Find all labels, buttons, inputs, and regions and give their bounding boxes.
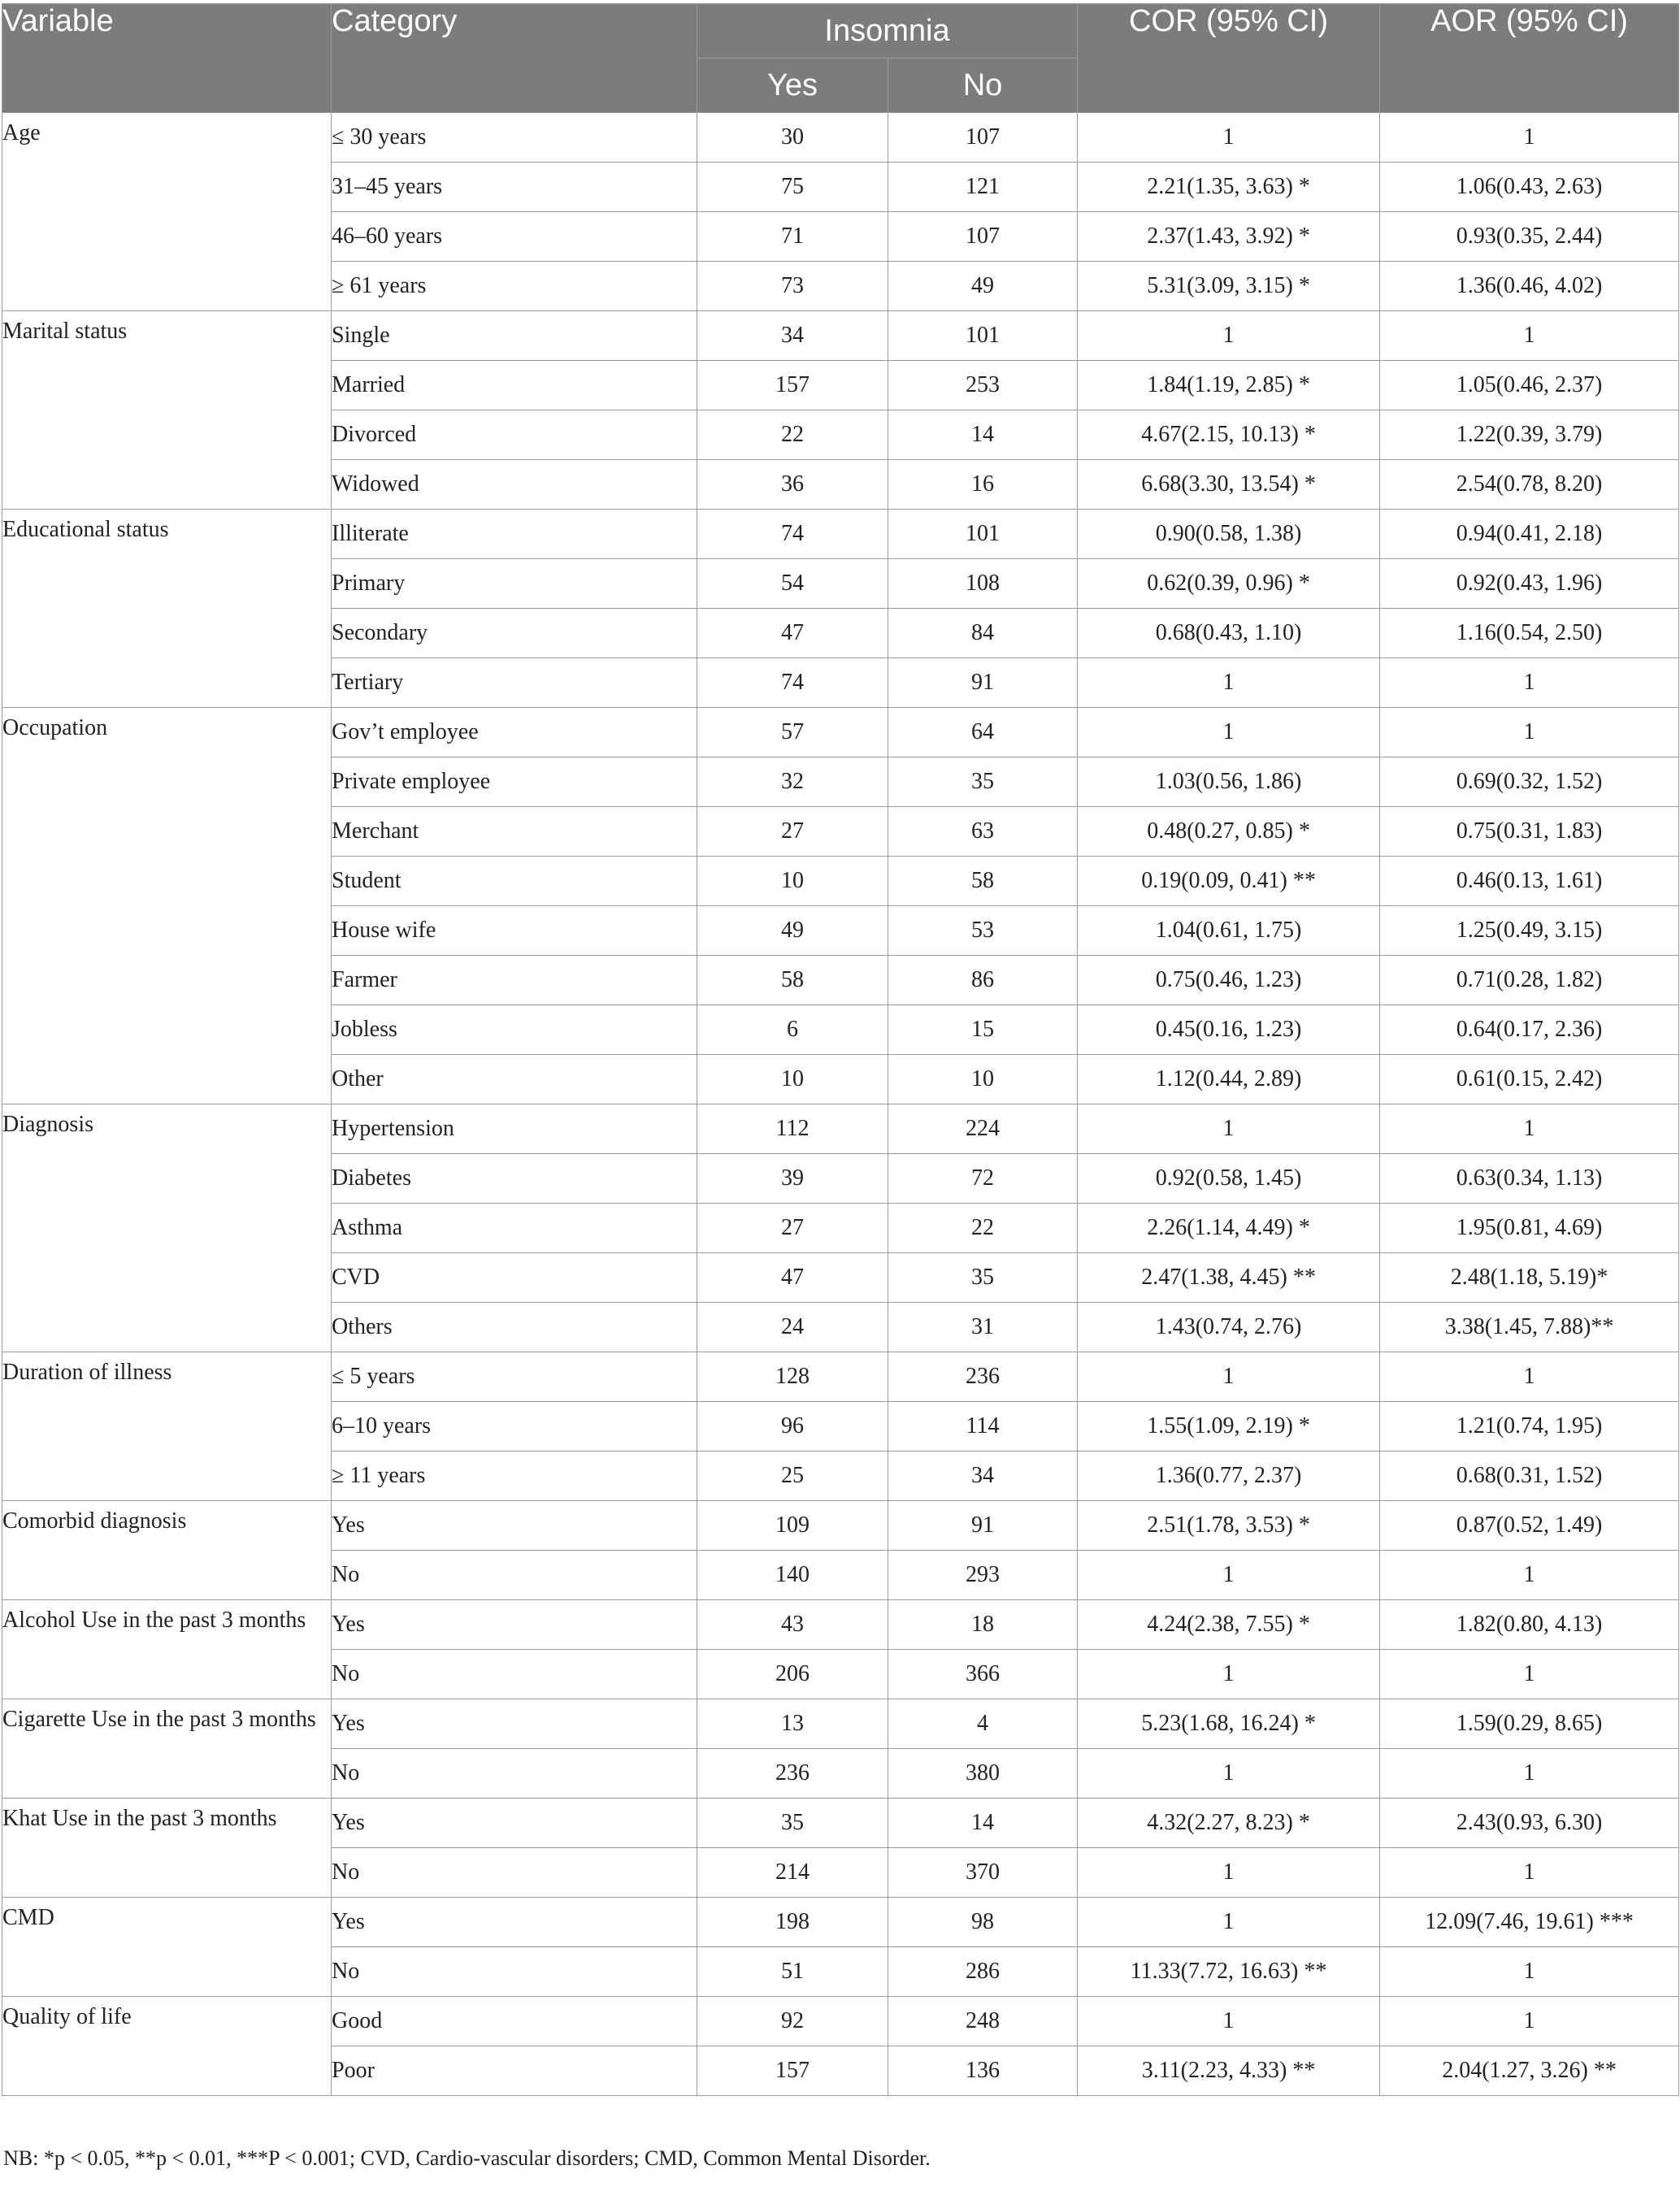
category-cell: Hypertension xyxy=(332,1104,697,1154)
aor-cell: 1.25(0.49, 3.15) xyxy=(1380,906,1679,956)
category-cell: Divorced xyxy=(332,410,697,460)
category-cell: Widowed xyxy=(332,460,697,510)
aor-cell: 1 xyxy=(1380,113,1679,163)
category-cell: Student xyxy=(332,857,697,906)
variable-cell: Marital status xyxy=(2,311,332,510)
yes-count-cell: 109 xyxy=(697,1501,888,1551)
category-cell: ≥ 61 years xyxy=(332,262,697,311)
no-count-cell: 14 xyxy=(888,1799,1078,1848)
no-count-cell: 248 xyxy=(888,1997,1078,2046)
no-count-cell: 236 xyxy=(888,1352,1078,1402)
aor-cell: 1 xyxy=(1380,1997,1679,2046)
category-cell: Yes xyxy=(332,1600,697,1650)
cor-cell: 1 xyxy=(1078,1749,1380,1799)
no-count-cell: 34 xyxy=(888,1451,1078,1501)
category-cell: Private employee xyxy=(332,757,697,807)
variable-cell: Occupation xyxy=(2,708,332,1104)
aor-cell: 2.43(0.93, 6.30) xyxy=(1380,1799,1679,1848)
no-count-cell: 14 xyxy=(888,410,1078,460)
aor-cell: 3.38(1.45, 7.88)** xyxy=(1380,1303,1679,1352)
yes-count-cell: 10 xyxy=(697,1055,888,1104)
no-count-cell: 253 xyxy=(888,361,1078,410)
yes-count-cell: 74 xyxy=(697,658,888,708)
cor-cell: 6.68(3.30, 13.54) * xyxy=(1078,460,1380,510)
no-count-cell: 114 xyxy=(888,1402,1078,1451)
yes-count-cell: 10 xyxy=(697,857,888,906)
category-cell: Married xyxy=(332,361,697,410)
cor-cell: 0.68(0.43, 1.10) xyxy=(1078,609,1380,658)
variable-cell: CMD xyxy=(2,1898,332,1997)
yes-count-cell: 206 xyxy=(697,1650,888,1699)
header-aor: AOR (95% CI) xyxy=(1380,4,1679,113)
no-count-cell: 293 xyxy=(888,1551,1078,1600)
category-cell: Yes xyxy=(332,1501,697,1551)
table-row xyxy=(2,1104,1679,1154)
table-row xyxy=(2,1997,1679,2046)
cor-cell: 1 xyxy=(1078,1997,1380,2046)
category-cell: No xyxy=(332,1749,697,1799)
cor-cell: 0.75(0.46, 1.23) xyxy=(1078,956,1380,1005)
cor-cell: 1.04(0.61, 1.75) xyxy=(1078,906,1380,956)
aor-cell: 0.63(0.34, 1.13) xyxy=(1380,1154,1679,1204)
category-cell: Single xyxy=(332,311,697,361)
cor-cell: 0.45(0.16, 1.23) xyxy=(1078,1005,1380,1055)
category-cell: 46–60 years xyxy=(332,212,697,262)
cor-cell: 2.51(1.78, 3.53) * xyxy=(1078,1501,1380,1551)
no-count-cell: 18 xyxy=(888,1600,1078,1650)
category-cell: Other xyxy=(332,1055,697,1104)
aor-cell: 1 xyxy=(1380,311,1679,361)
cor-cell: 3.11(2.23, 4.33) ** xyxy=(1078,2046,1380,2096)
no-count-cell: 86 xyxy=(888,956,1078,1005)
aor-cell: 1 xyxy=(1380,658,1679,708)
no-count-cell: 15 xyxy=(888,1005,1078,1055)
variable-cell: Alcohol Use in the past 3 months xyxy=(2,1600,332,1699)
category-cell: Yes xyxy=(332,1699,697,1749)
header-category: Category xyxy=(332,4,697,113)
table-row xyxy=(2,311,1679,361)
yes-count-cell: 198 xyxy=(697,1898,888,1947)
no-count-cell: 121 xyxy=(888,163,1078,212)
cor-cell: 5.31(3.09, 3.15) * xyxy=(1078,262,1380,311)
no-count-cell: 224 xyxy=(888,1104,1078,1154)
yes-count-cell: 236 xyxy=(697,1749,888,1799)
cor-cell: 1 xyxy=(1078,1650,1380,1699)
cor-cell: 2.47(1.38, 4.45) ** xyxy=(1078,1253,1380,1303)
yes-count-cell: 57 xyxy=(697,708,888,757)
cor-cell: 5.23(1.68, 16.24) * xyxy=(1078,1699,1380,1749)
yes-count-cell: 157 xyxy=(697,361,888,410)
aor-cell: 1.82(0.80, 4.13) xyxy=(1380,1600,1679,1650)
aor-cell: 2.04(1.27, 3.26) ** xyxy=(1380,2046,1679,2096)
category-cell: No xyxy=(332,1947,697,1997)
aor-cell: 0.46(0.13, 1.61) xyxy=(1380,857,1679,906)
category-cell: Merchant xyxy=(332,807,697,857)
no-count-cell: 35 xyxy=(888,757,1078,807)
no-count-cell: 53 xyxy=(888,906,1078,956)
yes-count-cell: 157 xyxy=(697,2046,888,2096)
yes-count-cell: 22 xyxy=(697,410,888,460)
yes-count-cell: 47 xyxy=(697,1253,888,1303)
yes-count-cell: 92 xyxy=(697,1997,888,2046)
no-count-cell: 63 xyxy=(888,807,1078,857)
no-count-cell: 72 xyxy=(888,1154,1078,1204)
aor-cell: 1 xyxy=(1380,1650,1679,1699)
yes-count-cell: 58 xyxy=(697,956,888,1005)
category-cell: Secondary xyxy=(332,609,697,658)
aor-cell: 0.69(0.32, 1.52) xyxy=(1380,757,1679,807)
no-count-cell: 22 xyxy=(888,1204,1078,1253)
aor-cell: 0.93(0.35, 2.44) xyxy=(1380,212,1679,262)
yes-count-cell: 112 xyxy=(697,1104,888,1154)
no-count-cell: 31 xyxy=(888,1303,1078,1352)
category-cell: Others xyxy=(332,1303,697,1352)
aor-cell: 1.05(0.46, 2.37) xyxy=(1380,361,1679,410)
yes-count-cell: 32 xyxy=(697,757,888,807)
cor-cell: 1 xyxy=(1078,1848,1380,1898)
yes-count-cell: 75 xyxy=(697,163,888,212)
no-count-cell: 366 xyxy=(888,1650,1078,1699)
yes-count-cell: 36 xyxy=(697,460,888,510)
variable-cell: Age xyxy=(2,113,332,311)
table-row xyxy=(2,1501,1679,1551)
category-cell: Gov’t employee xyxy=(332,708,697,757)
yes-count-cell: 128 xyxy=(697,1352,888,1402)
no-count-cell: 10 xyxy=(888,1055,1078,1104)
category-cell: Diabetes xyxy=(332,1154,697,1204)
category-cell: ≤ 5 years xyxy=(332,1352,697,1402)
category-cell: No xyxy=(332,1848,697,1898)
cor-cell: 1 xyxy=(1078,311,1380,361)
yes-count-cell: 39 xyxy=(697,1154,888,1204)
aor-cell: 1 xyxy=(1380,1848,1679,1898)
cor-cell: 11.33(7.72, 16.63) ** xyxy=(1078,1947,1380,1997)
cor-cell: 0.19(0.09, 0.41) ** xyxy=(1078,857,1380,906)
no-count-cell: 380 xyxy=(888,1749,1078,1799)
no-count-cell: 16 xyxy=(888,460,1078,510)
aor-cell: 1 xyxy=(1380,708,1679,757)
header-yes: Yes xyxy=(697,59,888,113)
header-row-1 xyxy=(2,4,1679,59)
aor-cell: 1.95(0.81, 4.69) xyxy=(1380,1204,1679,1253)
yes-count-cell: 74 xyxy=(697,510,888,559)
yes-count-cell: 51 xyxy=(697,1947,888,1997)
table-body xyxy=(2,113,1679,2096)
aor-cell: 1 xyxy=(1380,1104,1679,1154)
yes-count-cell: 13 xyxy=(697,1699,888,1749)
cor-cell: 4.32(2.27, 8.23) * xyxy=(1078,1799,1380,1848)
aor-cell: 1.59(0.29, 8.65) xyxy=(1380,1699,1679,1749)
aor-cell: 1.21(0.74, 1.95) xyxy=(1380,1402,1679,1451)
category-cell: Yes xyxy=(332,1898,697,1947)
yes-count-cell: 73 xyxy=(697,262,888,311)
aor-cell: 0.75(0.31, 1.83) xyxy=(1380,807,1679,857)
category-cell: Jobless xyxy=(332,1005,697,1055)
yes-count-cell: 25 xyxy=(697,1451,888,1501)
odds-ratio-table xyxy=(2,3,1679,2096)
category-cell: Primary xyxy=(332,559,697,609)
yes-count-cell: 27 xyxy=(697,1204,888,1253)
no-count-cell: 4 xyxy=(888,1699,1078,1749)
variable-cell: Diagnosis xyxy=(2,1104,332,1352)
aor-cell: 2.48(1.18, 5.19)* xyxy=(1380,1253,1679,1303)
cor-cell: 0.62(0.39, 0.96) * xyxy=(1078,559,1380,609)
category-cell: Good xyxy=(332,1997,697,2046)
cor-cell: 0.90(0.58, 1.38) xyxy=(1078,510,1380,559)
aor-cell: 0.71(0.28, 1.82) xyxy=(1380,956,1679,1005)
category-cell: House wife xyxy=(332,906,697,956)
yes-count-cell: 27 xyxy=(697,807,888,857)
yes-count-cell: 47 xyxy=(697,609,888,658)
no-count-cell: 136 xyxy=(888,2046,1078,2096)
category-cell: Illiterate xyxy=(332,510,697,559)
cor-cell: 1.12(0.44, 2.89) xyxy=(1078,1055,1380,1104)
no-count-cell: 64 xyxy=(888,708,1078,757)
cor-cell: 1 xyxy=(1078,708,1380,757)
cor-cell: 1 xyxy=(1078,1551,1380,1600)
aor-cell: 1 xyxy=(1380,1352,1679,1402)
table-row xyxy=(2,1898,1679,1947)
cor-cell: 2.37(1.43, 3.92) * xyxy=(1078,212,1380,262)
aor-cell: 1 xyxy=(1380,1749,1679,1799)
no-count-cell: 107 xyxy=(888,113,1078,163)
cor-cell: 1 xyxy=(1078,1352,1380,1402)
no-count-cell: 84 xyxy=(888,609,1078,658)
cor-cell: 1 xyxy=(1078,113,1380,163)
no-count-cell: 35 xyxy=(888,1253,1078,1303)
aor-cell: 2.54(0.78, 8.20) xyxy=(1380,460,1679,510)
table-row xyxy=(2,510,1679,559)
no-count-cell: 101 xyxy=(888,311,1078,361)
cor-cell: 1 xyxy=(1078,1898,1380,1947)
yes-count-cell: 30 xyxy=(697,113,888,163)
header-cor: COR (95% CI) xyxy=(1078,4,1380,113)
no-count-cell: 49 xyxy=(888,262,1078,311)
cor-cell: 1.43(0.74, 2.76) xyxy=(1078,1303,1380,1352)
category-cell: 31–45 years xyxy=(332,163,697,212)
variable-cell: Quality of life xyxy=(2,1997,332,2096)
table-row xyxy=(2,113,1679,163)
variable-cell: Khat Use in the past 3 months xyxy=(2,1799,332,1898)
yes-count-cell: 34 xyxy=(697,311,888,361)
no-count-cell: 370 xyxy=(888,1848,1078,1898)
category-cell: 6–10 years xyxy=(332,1402,697,1451)
category-cell: Poor xyxy=(332,2046,697,2096)
cor-cell: 2.21(1.35, 3.63) * xyxy=(1078,163,1380,212)
category-cell: Yes xyxy=(332,1799,697,1848)
yes-count-cell: 71 xyxy=(697,212,888,262)
category-cell: ≥ 11 years xyxy=(332,1451,697,1501)
no-count-cell: 58 xyxy=(888,857,1078,906)
yes-count-cell: 214 xyxy=(697,1848,888,1898)
variable-cell: Educational status xyxy=(2,510,332,708)
yes-count-cell: 140 xyxy=(697,1551,888,1600)
variable-cell: Cigarette Use in the past 3 months xyxy=(2,1699,332,1799)
table-row xyxy=(2,1600,1679,1650)
cor-cell: 4.67(2.15, 10.13) * xyxy=(1078,410,1380,460)
no-count-cell: 108 xyxy=(888,559,1078,609)
category-cell: No xyxy=(332,1551,697,1600)
cor-cell: 0.92(0.58, 1.45) xyxy=(1078,1154,1380,1204)
cor-cell: 1 xyxy=(1078,658,1380,708)
cor-cell: 4.24(2.38, 7.55) * xyxy=(1078,1600,1380,1650)
no-count-cell: 101 xyxy=(888,510,1078,559)
header-no: No xyxy=(888,59,1078,113)
variable-cell: Comorbid diagnosis xyxy=(2,1501,332,1600)
aor-cell: 1.06(0.43, 2.63) xyxy=(1380,163,1679,212)
aor-cell: 1.16(0.54, 2.50) xyxy=(1380,609,1679,658)
yes-count-cell: 49 xyxy=(697,906,888,956)
table-row xyxy=(2,1699,1679,1749)
aor-cell: 12.09(7.46, 19.61) *** xyxy=(1380,1898,1679,1947)
header-insomnia: Insomnia xyxy=(697,4,1078,59)
variable-cell: Duration of illness xyxy=(2,1352,332,1501)
yes-count-cell: 24 xyxy=(697,1303,888,1352)
category-cell: Farmer xyxy=(332,956,697,1005)
category-cell: Asthma xyxy=(332,1204,697,1253)
cor-cell: 2.26(1.14, 4.49) * xyxy=(1078,1204,1380,1253)
cor-cell: 1.03(0.56, 1.86) xyxy=(1078,757,1380,807)
cor-cell: 0.48(0.27, 0.85) * xyxy=(1078,807,1380,857)
no-count-cell: 286 xyxy=(888,1947,1078,1997)
aor-cell: 0.94(0.41, 2.18) xyxy=(1380,510,1679,559)
cor-cell: 1.84(1.19, 2.85) * xyxy=(1078,361,1380,410)
aor-cell: 0.87(0.52, 1.49) xyxy=(1380,1501,1679,1551)
table-row xyxy=(2,708,1679,757)
no-count-cell: 107 xyxy=(888,212,1078,262)
no-count-cell: 91 xyxy=(888,1501,1078,1551)
cor-cell: 1 xyxy=(1078,1104,1380,1154)
aor-cell: 1.36(0.46, 4.02) xyxy=(1380,262,1679,311)
yes-count-cell: 96 xyxy=(697,1402,888,1451)
yes-count-cell: 43 xyxy=(697,1600,888,1650)
aor-cell: 0.68(0.31, 1.52) xyxy=(1380,1451,1679,1501)
yes-count-cell: 54 xyxy=(697,559,888,609)
cor-cell: 1.36(0.77, 2.37) xyxy=(1078,1451,1380,1501)
table-row xyxy=(2,1799,1679,1848)
table-row xyxy=(2,1352,1679,1402)
header-variable: Variable xyxy=(2,4,332,113)
aor-cell: 1 xyxy=(1380,1947,1679,1997)
aor-cell: 1 xyxy=(1380,1551,1679,1600)
aor-cell: 0.61(0.15, 2.42) xyxy=(1380,1055,1679,1104)
aor-cell: 0.92(0.43, 1.96) xyxy=(1380,559,1679,609)
category-cell: Tertiary xyxy=(332,658,697,708)
footnote: NB: *p < 0.05, **p < 0.01, ***P < 0.001; CVD, Cardio-vascular disorders; CMD, Common Mental Disorder. xyxy=(3,2146,931,2170)
no-count-cell: 98 xyxy=(888,1898,1078,1947)
category-cell: ≤ 30 years xyxy=(332,113,697,163)
yes-count-cell: 35 xyxy=(697,1799,888,1848)
cor-cell: 1.55(1.09, 2.19) * xyxy=(1078,1402,1380,1451)
yes-count-cell: 6 xyxy=(697,1005,888,1055)
no-count-cell: 91 xyxy=(888,658,1078,708)
category-cell: CVD xyxy=(332,1253,697,1303)
aor-cell: 1.22(0.39, 3.79) xyxy=(1380,410,1679,460)
aor-cell: 0.64(0.17, 2.36) xyxy=(1380,1005,1679,1055)
category-cell: No xyxy=(332,1650,697,1699)
